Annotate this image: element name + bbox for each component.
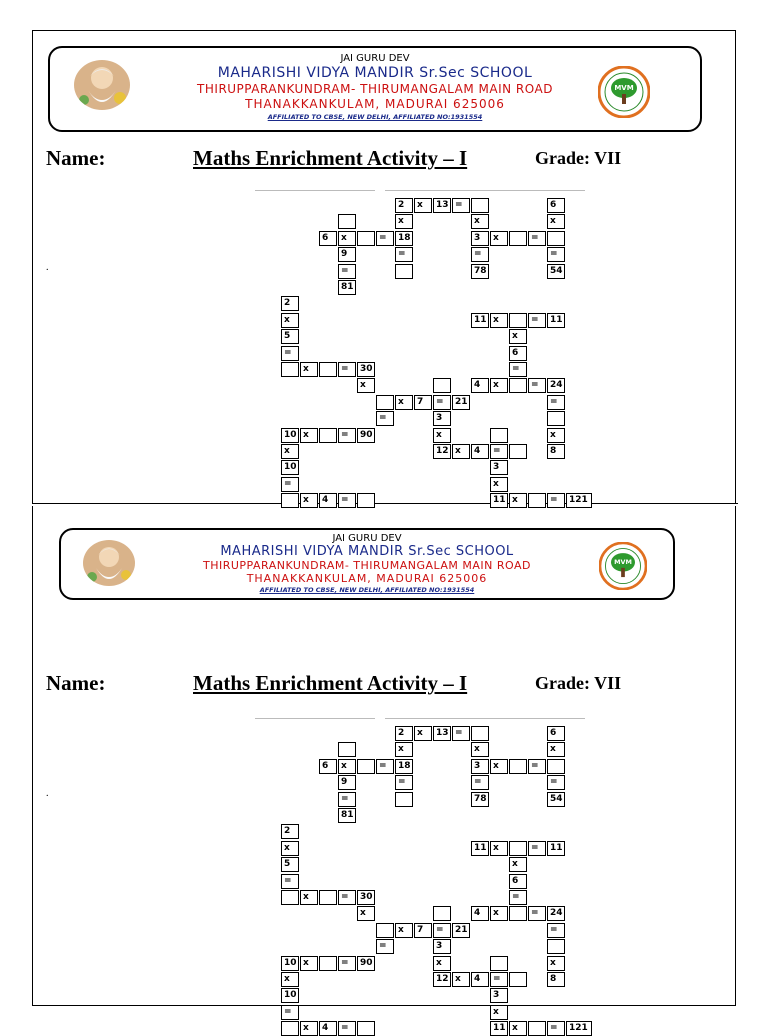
puzzle-cell: = [547, 247, 565, 262]
puzzle-cell: x [490, 1005, 508, 1020]
address-line-1: THIRUPPARANKUNDRAM- THIRUMANGALAM MAIN ROAD [202, 559, 532, 572]
puzzle-blank-cell[interactable] [547, 411, 565, 426]
school-header [59, 528, 675, 600]
puzzle-cell: = [509, 890, 527, 905]
puzzle-cell: x [357, 378, 375, 393]
puzzle-cell: x [281, 313, 299, 328]
puzzle-cell: 54 [547, 264, 565, 279]
puzzle-cell: 78 [471, 792, 489, 807]
puzzle-cell: 18 [395, 759, 413, 774]
puzzle-cell: x [338, 759, 356, 774]
puzzle-cell: 3 [490, 988, 508, 1003]
puzzle-cell: 3 [471, 759, 489, 774]
puzzle-cell: x [452, 972, 470, 987]
puzzle-blank-cell[interactable] [281, 890, 299, 905]
puzzle-cell: x [490, 759, 508, 774]
puzzle-cell: 9 [338, 247, 356, 262]
puzzle-cell: x [471, 742, 489, 757]
school-emblem-logo [598, 66, 650, 118]
puzzle-cell: 81 [338, 280, 356, 295]
puzzle-cell: 18 [395, 231, 413, 246]
puzzle-cell: 11 [471, 841, 489, 856]
cross-number-puzzle [250, 190, 588, 506]
puzzle-cell: 3 [471, 231, 489, 246]
puzzle-cell: 6 [319, 759, 337, 774]
address-line-2: THANAKKANKULAM, MADURAI 625006 [245, 97, 505, 111]
puzzle-blank-cell[interactable] [509, 378, 527, 393]
puzzle-cell: 4 [471, 378, 489, 393]
puzzle-blank-cell[interactable] [547, 231, 565, 246]
address-line-2: THANAKKANKULAM, MADURAI 625006 [246, 572, 488, 585]
puzzle-blank-cell[interactable] [281, 493, 299, 508]
puzzle-blank-cell[interactable] [357, 493, 375, 508]
puzzle-cell: = [338, 493, 356, 508]
puzzle-cell: 54 [547, 792, 565, 807]
puzzle-blank-cell[interactable] [433, 378, 451, 393]
affiliation-line: AFFILIATED TO CBSE, NEW DELHI, AFFILIATED NO:1931554 [267, 113, 483, 121]
puzzle-blank-cell[interactable] [490, 428, 508, 443]
puzzle-cell: = [547, 395, 565, 410]
puzzle-cell: 121 [566, 1021, 592, 1036]
puzzle-cell: x [490, 841, 508, 856]
puzzle-cell: = [547, 923, 565, 938]
puzzle-cell: = [433, 395, 451, 410]
puzzle-cell: = [338, 264, 356, 279]
puzzle-blank-cell[interactable] [528, 1021, 546, 1036]
puzzle-blank-cell[interactable] [509, 444, 527, 459]
puzzle-cell: x [300, 428, 318, 443]
puzzle-blank-cell[interactable] [338, 214, 356, 229]
puzzle-cell: 2 [281, 296, 299, 311]
puzzle-cell: = [281, 874, 299, 889]
puzzle-cell: x [414, 726, 432, 741]
puzzle-cell: = [281, 477, 299, 492]
puzzle-cell: 78 [471, 264, 489, 279]
puzzle-cell: = [452, 198, 470, 213]
puzzle-blank-cell[interactable] [547, 759, 565, 774]
puzzle-cell: x [433, 428, 451, 443]
puzzle-cell: x [509, 493, 527, 508]
puzzle-cell: 6 [547, 198, 565, 213]
puzzle-cell: = [528, 378, 546, 393]
puzzle-cell: 11 [490, 493, 508, 508]
puzzle-cell: x [490, 231, 508, 246]
puzzle-cell: x [414, 198, 432, 213]
puzzle-cell: 2 [395, 726, 413, 741]
motto: JAI GURU DEV [332, 533, 402, 544]
puzzle-blank-cell[interactable] [528, 493, 546, 508]
grade-label: Grade: VII [535, 148, 622, 168]
puzzle-cell: = [490, 444, 508, 459]
puzzle-cell: = [433, 923, 451, 938]
cross-number-puzzle [250, 718, 588, 1034]
puzzle-cell: 12 [433, 444, 451, 459]
activity-title: Maths Enrichment Activity – I [193, 146, 468, 170]
puzzle-cell: x [281, 841, 299, 856]
emblem-text: MVM [614, 84, 634, 92]
puzzle-cell: = [395, 775, 413, 790]
puzzle-blank-cell[interactable] [509, 313, 527, 328]
puzzle-cell: = [376, 939, 394, 954]
puzzle-cell: 7 [414, 395, 432, 410]
puzzle-cell: = [471, 247, 489, 262]
puzzle-cell: x [547, 742, 565, 757]
puzzle-cell: 11 [547, 313, 565, 328]
puzzle-cell: x [357, 906, 375, 921]
puzzle-cell: 121 [566, 493, 592, 508]
puzzle-cell: x [395, 214, 413, 229]
puzzle-cell: 6 [547, 726, 565, 741]
puzzle-cell: = [376, 231, 394, 246]
puzzle-cell: = [338, 428, 356, 443]
stray-dot: . [46, 262, 49, 273]
puzzle-blank-cell[interactable] [281, 362, 299, 377]
name-label: Name: [46, 671, 106, 695]
puzzle-cell: = [281, 346, 299, 361]
puzzle-cell: x [300, 362, 318, 377]
puzzle-cell: 4 [471, 972, 489, 987]
puzzle-cell: 4 [471, 906, 489, 921]
puzzle-cell: 13 [433, 198, 451, 213]
puzzle-cell: = [452, 726, 470, 741]
puzzle-cell: x [509, 1021, 527, 1036]
puzzle-cell: x [490, 313, 508, 328]
school-name: MAHARISHI VIDYA MANDIR Sr.Sec SCHOOL [220, 544, 514, 559]
puzzle-cell: 4 [319, 493, 337, 508]
puzzle-cell: 12 [433, 972, 451, 987]
puzzle-cell: 3 [433, 939, 451, 954]
puzzle-cell: x [433, 956, 451, 971]
puzzle-cell: 5 [281, 329, 299, 344]
puzzle-cell: = [338, 1021, 356, 1036]
puzzle-blank-cell[interactable] [281, 1021, 299, 1036]
puzzle-cell: 30 [357, 890, 375, 905]
puzzle-blank-cell[interactable] [490, 956, 508, 971]
puzzle-blank-cell[interactable] [509, 972, 527, 987]
puzzle-cell: = [338, 362, 356, 377]
puzzle-blank-cell[interactable] [433, 906, 451, 921]
puzzle-blank-cell[interactable] [509, 906, 527, 921]
puzzle-blank-cell[interactable] [509, 841, 527, 856]
puzzle-cell: x [300, 1021, 318, 1036]
puzzle-cell: = [490, 972, 508, 987]
puzzle-cell: x [300, 890, 318, 905]
puzzle-blank-cell[interactable] [547, 939, 565, 954]
puzzle-cell: x [395, 923, 413, 938]
puzzle-cell: = [376, 411, 394, 426]
school-name: MAHARISHI VIDYA MANDIR Sr.Sec SCHOOL [217, 65, 533, 81]
puzzle-blank-cell[interactable] [395, 792, 413, 807]
puzzle-cell: x [281, 972, 299, 987]
puzzle-cell: 11 [471, 313, 489, 328]
puzzle-cell: 3 [433, 411, 451, 426]
puzzle-cell: = [528, 841, 546, 856]
puzzle-blank-cell[interactable] [509, 759, 527, 774]
emblem-text: MVM [614, 558, 632, 567]
puzzle-cell: x [547, 956, 565, 971]
school-header [48, 46, 702, 132]
puzzle-cell: x [509, 857, 527, 872]
puzzle-cell: 10 [281, 460, 299, 475]
puzzle-blank-cell[interactable] [319, 428, 337, 443]
puzzle-cell: 6 [319, 231, 337, 246]
puzzle-cell: = [528, 759, 546, 774]
puzzle-cell: 3 [490, 460, 508, 475]
puzzle-cell: 21 [452, 923, 470, 938]
cut-line [32, 503, 738, 504]
motto: JAI GURU DEV [340, 53, 410, 64]
name-label: Name: [46, 146, 106, 170]
puzzle-cell: x [395, 742, 413, 757]
puzzle-cell: 8 [547, 972, 565, 987]
puzzle-cell: = [528, 313, 546, 328]
puzzle-blank-cell[interactable] [509, 231, 527, 246]
puzzle-cell: x [281, 444, 299, 459]
puzzle-cell: = [338, 792, 356, 807]
stray-dot: . [46, 788, 49, 799]
puzzle-cell: = [338, 956, 356, 971]
puzzle-blank-cell[interactable] [338, 742, 356, 757]
affiliation-line: AFFILIATED TO CBSE, NEW DELHI, AFFILIATED NO:1931554 [259, 586, 475, 594]
puzzle-cell: x [490, 477, 508, 492]
puzzle-blank-cell[interactable] [319, 362, 337, 377]
school-emblem-logo [599, 542, 647, 590]
puzzle-blank-cell[interactable] [376, 923, 394, 938]
puzzle-blank-cell[interactable] [357, 231, 375, 246]
puzzle-cell: x [490, 378, 508, 393]
puzzle-cell: = [376, 759, 394, 774]
puzzle-cell: x [300, 493, 318, 508]
puzzle-cell: 2 [281, 824, 299, 839]
puzzle-cell: x [547, 214, 565, 229]
puzzle-cell: x [490, 906, 508, 921]
puzzle-blank-cell[interactable] [357, 1021, 375, 1036]
puzzle-cell: x [471, 214, 489, 229]
puzzle-cell: 81 [338, 808, 356, 823]
puzzle-cell: 7 [414, 923, 432, 938]
puzzle-cell: 10 [281, 988, 299, 1003]
puzzle-cell: 8 [547, 444, 565, 459]
puzzle-cell: 90 [357, 956, 375, 971]
puzzle-cell: = [395, 247, 413, 262]
puzzle-blank-cell[interactable] [471, 198, 489, 213]
puzzle-cell: 4 [471, 444, 489, 459]
activity-title: Maths Enrichment Activity – I [193, 671, 468, 695]
puzzle-cell: 24 [547, 906, 565, 921]
puzzle-cell: x [509, 329, 527, 344]
puzzle-cell: = [528, 231, 546, 246]
puzzle-cell: = [528, 906, 546, 921]
puzzle-cell: x [300, 956, 318, 971]
puzzle-cell: 24 [547, 378, 565, 393]
puzzle-cell: 9 [338, 775, 356, 790]
puzzle-cell: = [338, 890, 356, 905]
puzzle-cell: 4 [319, 1021, 337, 1036]
puzzle-cell: 21 [452, 395, 470, 410]
puzzle-cell: 10 [281, 956, 299, 971]
puzzle-cell: 5 [281, 857, 299, 872]
puzzle-cell: x [547, 428, 565, 443]
puzzle-blank-cell[interactable] [319, 956, 337, 971]
puzzle-cell: x [395, 395, 413, 410]
puzzle-cell: x [452, 444, 470, 459]
puzzle-cell: = [471, 775, 489, 790]
puzzle-cell: 30 [357, 362, 375, 377]
puzzle-cell: = [509, 362, 527, 377]
puzzle-cell: 90 [357, 428, 375, 443]
puzzle-cell: 6 [509, 874, 527, 889]
puzzle-cell: x [338, 231, 356, 246]
puzzle-cell: = [281, 1005, 299, 1020]
puzzle-cell: 13 [433, 726, 451, 741]
puzzle-blank-cell[interactable] [376, 395, 394, 410]
puzzle-cell: 11 [490, 1021, 508, 1036]
puzzle-cell: 6 [509, 346, 527, 361]
address-line-1: THIRUPPARANKUNDRAM- THIRUMANGALAM MAIN ROAD [197, 82, 553, 96]
puzzle-cell: = [547, 493, 565, 508]
grade-label: Grade: VII [535, 673, 622, 693]
puzzle-cell: 10 [281, 428, 299, 443]
puzzle-blank-cell[interactable] [319, 890, 337, 905]
puzzle-blank-cell[interactable] [471, 726, 489, 741]
puzzle-cell: 2 [395, 198, 413, 213]
puzzle-cell: = [547, 1021, 565, 1036]
puzzle-cell: = [547, 775, 565, 790]
puzzle-cell: 11 [547, 841, 565, 856]
puzzle-blank-cell[interactable] [357, 759, 375, 774]
puzzle-blank-cell[interactable] [395, 264, 413, 279]
